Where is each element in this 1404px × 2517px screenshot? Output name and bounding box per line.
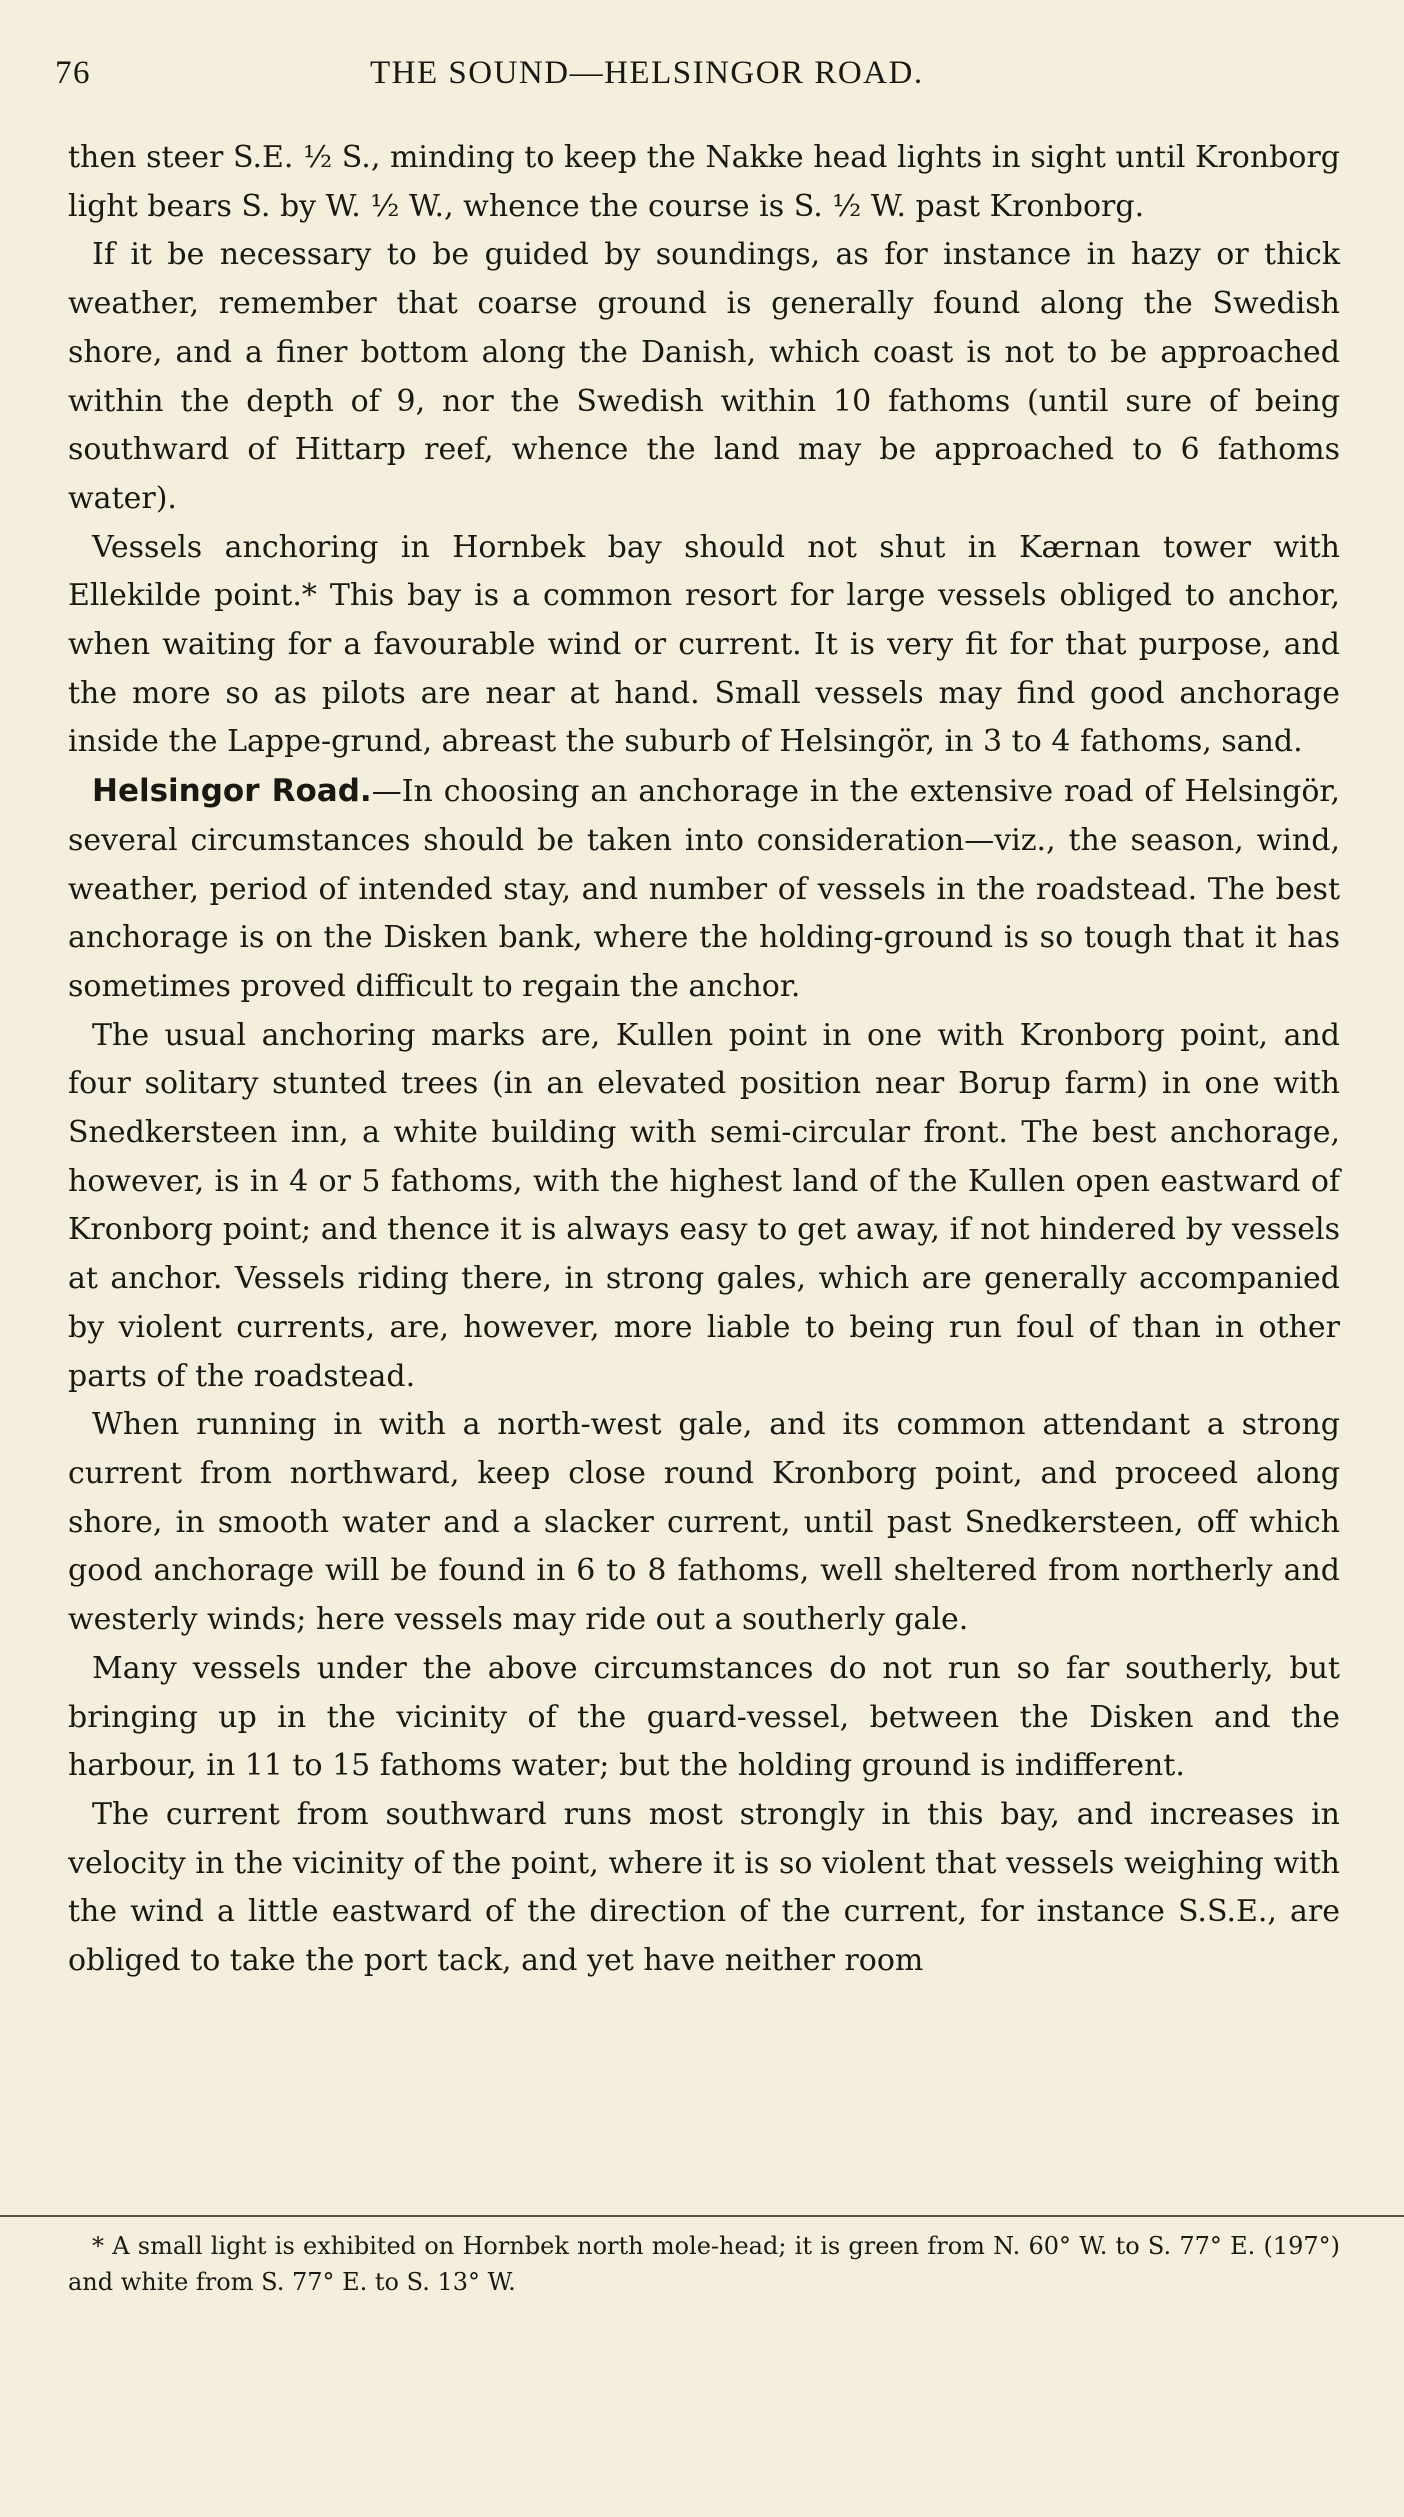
footnote	[68, 2228, 1340, 2300]
footnote-text: * A small light is exhibited on Hornbek north mole-head; it is green from N. 60° W. to S. 77° E. (197°) and white from S. 77° E. to S. 13° W.	[68, 2232, 1340, 2296]
body-text	[68, 134, 1340, 1986]
paragraph-current: The current from southward runs most strongly in this bay, and increases in velocity in the vicinity of the point, where it is so violent that vessels weighing with the wind a little eastward of the direction of the current, for instance S.S.E., are obliged to take the port tack, and yet have neither room	[68, 1796, 1340, 1979]
footnote-divider	[0, 2215, 1404, 2217]
page-number: 76	[55, 55, 91, 91]
paragraph-anchoring-marks: The usual anchoring marks are, Kullen point in one with Kronborg point, and four solitary stunted trees (in an elevated position near Borup farm) in one with Snedkersteen inn, a white building with semi-circular front. The best anchorage, however, is in 4 or 5 fathoms, with the highest land of the Kullen open eastward of Kronborg point; and thence it is always easy to get away, if not hindered by vessels at anchor. Vessels riding there, in strong gales, which are generally accompanied by violent currents, are, however, more liable to being run foul of than in other parts of the roadstead.	[68, 1017, 1340, 1394]
paragraph-soundings: If it be necessary to be guided by soundings, as for instance in hazy or thick weather, remember that coarse ground is generally found along the Swedish shore, and a finer bottom along the Danish, which coast is not to be approached within the depth of 9, nor the Swedish within 10 fathoms (until sure of being southward of Hittarp reef, whence the land may be approached to 6 fathoms water).	[68, 237, 1340, 516]
paragraph-hornbek-bay: Vessels anchoring in Hornbek bay should not shut in Kærnan tower with Ellekilde point.* This bay is a common resort for large vessels obliged to anchor, when waiting for a favourable wind or current. It is very fit for that purpose, and the more so as pilots are near at hand. Small vessels may find good anchorage inside the Lappe-grund, abreast the suburb of Helsingör, in 3 to 4 fathoms, sand.	[68, 529, 1340, 760]
section-heading: Helsingor Road.	[92, 773, 372, 810]
page-header	[55, 55, 1349, 99]
paragraph-north-west-gale: When running in with a north-west gale, and its common attendant a strong current from northward, keep close round Kronborg point, and proceed along shore, in smooth water and a slacker current, until past Snedkersteen, off which good anchorage will be found in 6 to 8 fathoms, well sheltered from northerly and westerly winds; here vessels may ride out a southerly gale.	[68, 1407, 1340, 1638]
running-title: THE SOUND—HELSINGOR ROAD.	[370, 55, 924, 91]
section-lead-text: —In choosing an anchorage in the extensive road of Helsingör, several circumstances should be taken into consideration—viz., the season, wind, weather, period of intended stay, and number of vessels in the roadstead. The best anchorage is on the Disken bank, where the holding-ground is so tough that it has sometimes proved difficult to regain the anchor.	[68, 774, 1340, 1004]
paragraph-continuation: then steer S.E. ½ S., minding to keep the Nakke head lights in sight until Kronborg light bears S. by W. ½ W., whence the course is S. ½ W. past Kronborg.	[68, 140, 1340, 224]
section-helsingor-road	[68, 767, 1340, 1012]
paragraph-guard-vessel: Many vessels under the above circumstances do not run so far southerly, but bringing up in the vicinity of the guard-vessel, between the Disken and the harbour, in 11 to 15 fathoms water; but the holding ground is indifferent.	[68, 1650, 1340, 1784]
